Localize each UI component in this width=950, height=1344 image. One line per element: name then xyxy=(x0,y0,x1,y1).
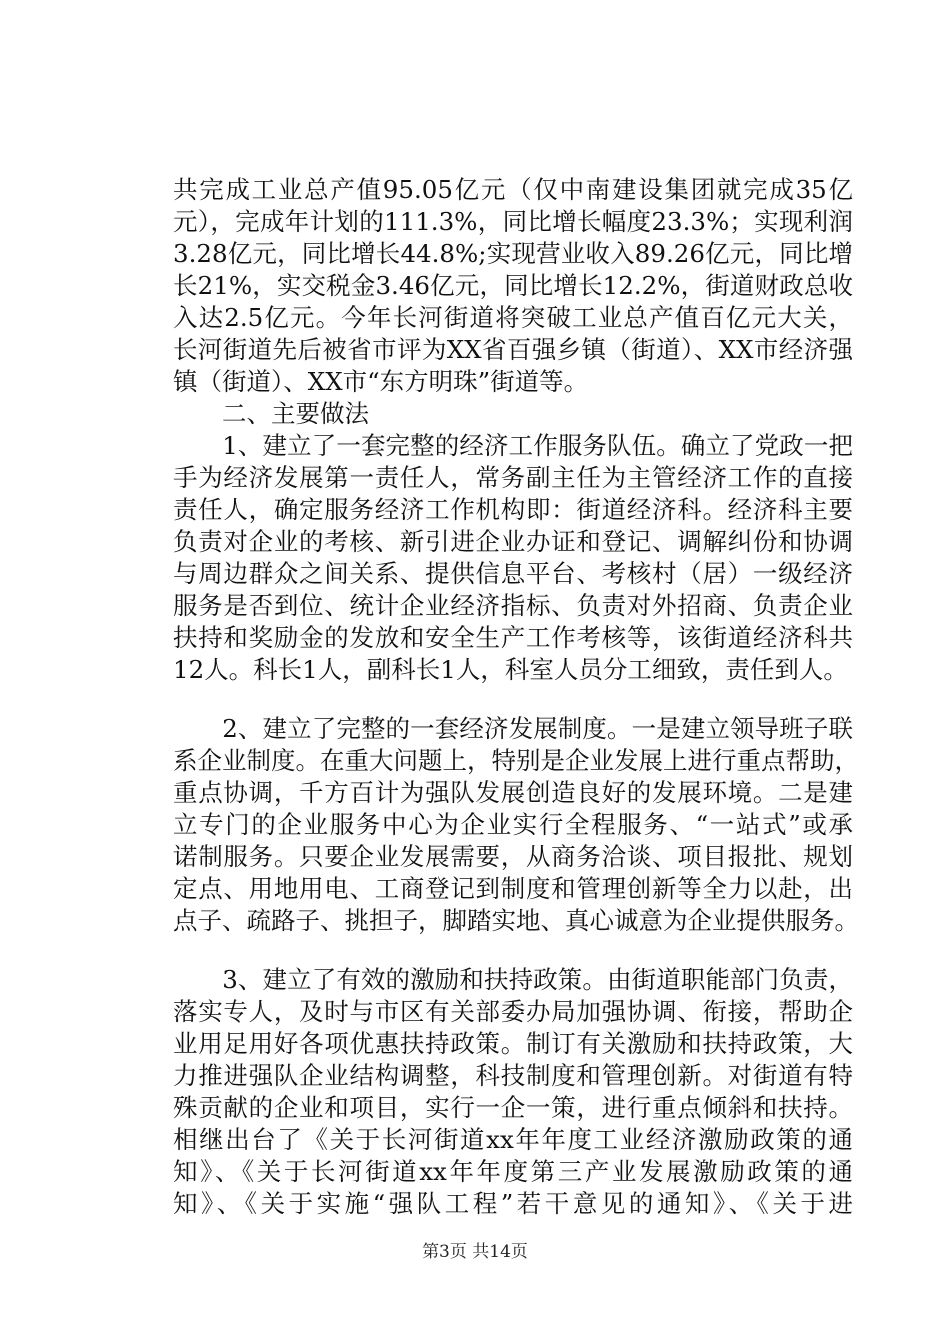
text-line: 扶持和奖励金的发放和安全生产工作考核等，该街道经济科共 xyxy=(173,623,853,652)
text-line: 重点协调，千方百计为强队发展创造良好的发展环境。二是建 xyxy=(173,778,853,807)
text-line: 手为经济发展第一责任人，常务副主任为主管经济工作的直接 xyxy=(173,463,853,492)
paragraph-economic-results xyxy=(173,174,853,398)
text-line: 知》、《关于长河街道xx年年度第三产业发展激励政策的通 xyxy=(173,1157,853,1186)
paragraph-gap xyxy=(173,686,853,713)
text-line: 2、建立了完整的一套经济发展制度。一是建立领导班子联 xyxy=(173,714,853,743)
paragraph-incentive-policy xyxy=(173,964,853,1220)
text-line: 长21%，实交税金3.46亿元，同比增长12.2%，街道财政总收 xyxy=(173,271,853,300)
text-line: 殊贡献的企业和项目，实行一企一策，进行重点倾斜和扶持。 xyxy=(173,1093,853,1122)
text-line: 元），完成年计划的111.3%，同比增长幅度23.3%；实现利润 xyxy=(173,207,853,236)
paragraph-development-system xyxy=(173,713,859,937)
paragraph-service-team xyxy=(173,430,853,686)
text-line: 立专门的企业服务中心为企业实行全程服务、“一站式”或承 xyxy=(173,810,853,839)
section-heading: 二、主要做法 xyxy=(173,399,369,428)
text-line: 共完成工业总产值95.05亿元（仅中南建设集团就完成35亿 xyxy=(173,175,853,204)
document-body xyxy=(173,174,859,1220)
text-line: 定点、用地用电、工商登记到制度和管理创新等全力以赴，出 xyxy=(173,874,853,903)
text-line: 长河街道先后被省市评为XX省百强乡镇（街道）、XX市经济强 xyxy=(173,335,853,364)
text-line: 相继出台了《关于长河街道xx年年度工业经济激励政策的通 xyxy=(173,1125,853,1154)
page-number-footer: 第3页 共14页 xyxy=(422,1242,528,1262)
text-line: 12人。科长1人，副科长1人，科室人员分工细致，责任到人。 xyxy=(173,655,848,684)
text-line: 服务是否到位、统计企业经济指标、负责对外招商、负责企业 xyxy=(173,591,853,620)
text-line: 责任人，确定服务经济工作机构即：街道经济科。经济科主要 xyxy=(173,495,853,524)
text-line: 系企业制度。在重大问题上，特别是企业发展上进行重点帮助， xyxy=(173,746,859,775)
text-line: 诺制服务。只要企业发展需要，从商务洽谈、项目报批、规划 xyxy=(173,842,853,871)
text-line: 知》、《关于实施“强队工程”若干意见的通知》、《关于进 xyxy=(173,1189,853,1218)
text-line: 落实专人，及时与市区有关部委办局加强协调、衔接，帮助企 xyxy=(173,997,853,1026)
paragraph-gap xyxy=(173,937,853,964)
text-line: 1、建立了一套完整的经济工作服务队伍。确立了党政一把 xyxy=(173,431,853,460)
text-line: 入达2.5亿元。今年长河街道将突破工业总产值百亿元大关， xyxy=(173,303,853,332)
text-line: 与周边群众之间关系、提供信息平台、考核村（居）一级经济 xyxy=(173,559,853,588)
text-line: 3、建立了有效的激励和扶持政策。由街道职能部门负责， xyxy=(173,965,853,994)
text-line: 负责对企业的考核、新引进企业办证和登记、调解纠份和协调 xyxy=(173,527,853,556)
text-line: 点子、疏路子、挑担子，脚踏实地、真心诚意为企业提供服务。 xyxy=(173,906,859,935)
text-line: 3.28亿元，同比增长44.8%;实现营业收入89.26亿元，同比增 xyxy=(173,239,853,268)
text-line: 力推进强队企业结构调整，科技制度和管理创新。对街道有特 xyxy=(173,1061,853,1090)
text-line: 镇（街道）、XX市“东方明珠”街道等。 xyxy=(173,367,589,396)
text-line: 业用足用好各项优惠扶持政策。制订有关激励和扶持政策，大 xyxy=(173,1029,853,1058)
